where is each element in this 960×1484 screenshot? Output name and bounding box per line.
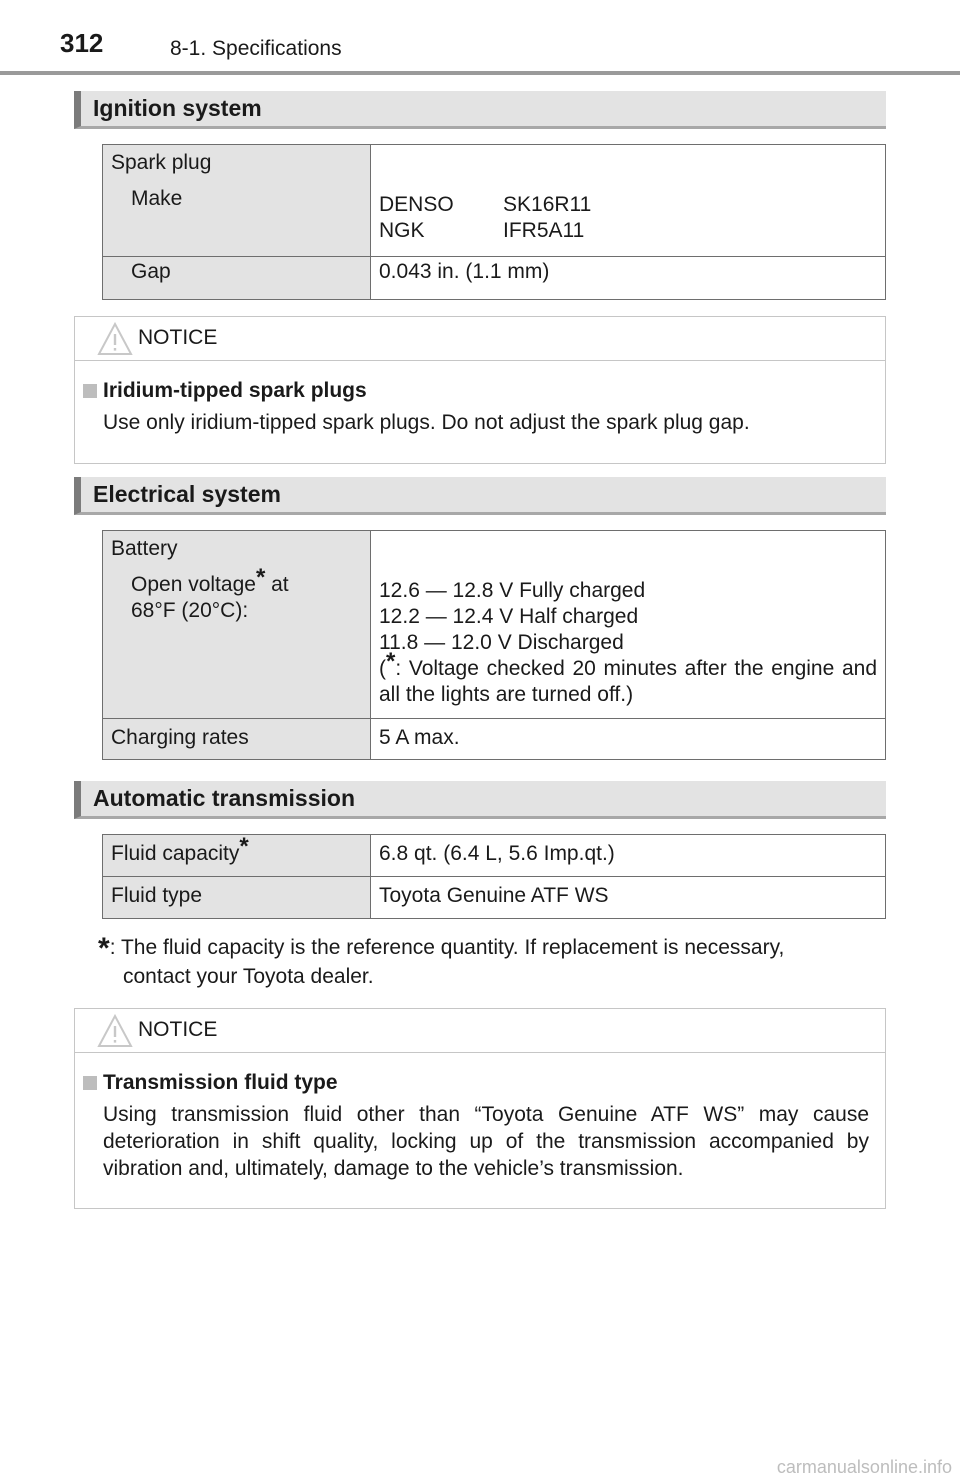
square-bullet-icon bbox=[83, 384, 97, 398]
notice-label: NOTICE bbox=[138, 326, 218, 349]
table-row bbox=[103, 835, 886, 877]
brand-name: DENSO bbox=[379, 193, 454, 216]
square-bullet-icon bbox=[83, 1076, 97, 1090]
spark-plug-label: Spark plug bbox=[103, 145, 371, 187]
warning-triangle-icon bbox=[97, 1014, 133, 1048]
fluid-capacity-label: Fluid capacity* bbox=[103, 835, 371, 877]
battery-label: Battery bbox=[103, 531, 371, 573]
section-path: 8-1. Specifications bbox=[170, 37, 342, 60]
gap-value: 0.043 in. (1.1 mm) bbox=[371, 257, 886, 300]
table-row bbox=[103, 719, 886, 760]
battery-voltage-values bbox=[371, 531, 886, 719]
watermark: carmanualsonline.info bbox=[776, 1457, 952, 1477]
ignition-section-title: Ignition system bbox=[74, 91, 886, 129]
notice-title bbox=[83, 1071, 869, 1095]
make-row-ngk bbox=[379, 218, 877, 244]
table-row bbox=[103, 145, 886, 187]
notice-label: NOTICE bbox=[138, 1018, 218, 1041]
charging-rates-value: 5 A max. bbox=[371, 719, 886, 760]
charging-rates-label: Charging rates bbox=[103, 719, 371, 760]
page-header bbox=[0, 0, 960, 76]
gap-label: Gap bbox=[103, 257, 371, 300]
voltage-discharged: 11.8 — 12.0 V Discharged bbox=[379, 631, 624, 654]
fluid-type-label: Fluid type bbox=[103, 877, 371, 919]
notice-header bbox=[75, 317, 885, 361]
notice-title-text: Iridium-tipped spark plugs bbox=[103, 379, 367, 402]
notice-spark-plugs bbox=[74, 316, 886, 464]
make-values bbox=[371, 145, 886, 257]
table-row bbox=[103, 531, 886, 573]
transmission-spec-table bbox=[102, 834, 886, 919]
voltage-fully-charged: 12.6 — 12.8 V Fully charged bbox=[379, 579, 646, 602]
make-row-denso bbox=[379, 192, 877, 218]
transmission-section-title: Automatic transmission bbox=[74, 781, 886, 819]
notice-title-text: Transmission fluid type bbox=[103, 1071, 338, 1094]
table-row bbox=[103, 877, 886, 919]
page-number: 312 bbox=[60, 28, 104, 58]
model-number: IFR5A11 bbox=[503, 219, 585, 242]
voltage-half-charged: 12.2 — 12.4 V Half charged bbox=[379, 605, 639, 628]
electrical-spec-table bbox=[102, 530, 886, 760]
fluid-capacity-footnote: *: The fluid capacity is the reference quantity. If replacement is necessary, contact your Toyota dealer. bbox=[98, 932, 785, 988]
brand-name: NGK bbox=[379, 219, 425, 242]
notice-title bbox=[83, 379, 869, 403]
ignition-spec-table bbox=[102, 144, 886, 300]
notice-text: Using transmission fluid other than “Toyota Genuine ATF WS” may cause deterioration in shift quality, locking up of the transmission accompanied by vibration and, ultimately, damage to the vehicle’s transmission. bbox=[103, 1103, 869, 1180]
fluid-type-value: Toyota Genuine ATF WS bbox=[371, 877, 886, 919]
notice-header bbox=[75, 1009, 885, 1053]
notice-body bbox=[75, 361, 885, 458]
header-divider bbox=[0, 71, 960, 75]
open-voltage-label: Open voltage* at 68°F (20°C): bbox=[103, 572, 371, 719]
notice-transmission-fluid bbox=[74, 1008, 886, 1209]
model-number: SK16R11 bbox=[503, 193, 592, 216]
table-row bbox=[103, 257, 886, 300]
make-label: Make bbox=[103, 186, 371, 257]
fluid-capacity-value: 6.8 qt. (6.4 L, 5.6 Imp.qt.) bbox=[371, 835, 886, 877]
voltage-note: (*: Voltage checked 20 minutes after the engine and all the lights are turned off.) bbox=[379, 648, 877, 706]
warning-triangle-icon bbox=[97, 322, 133, 356]
electrical-section-title: Electrical system bbox=[74, 477, 886, 515]
notice-text: Use only iridium-tipped spark plugs. Do not adjust the spark plug gap. bbox=[103, 411, 750, 434]
notice-body bbox=[75, 1053, 885, 1204]
